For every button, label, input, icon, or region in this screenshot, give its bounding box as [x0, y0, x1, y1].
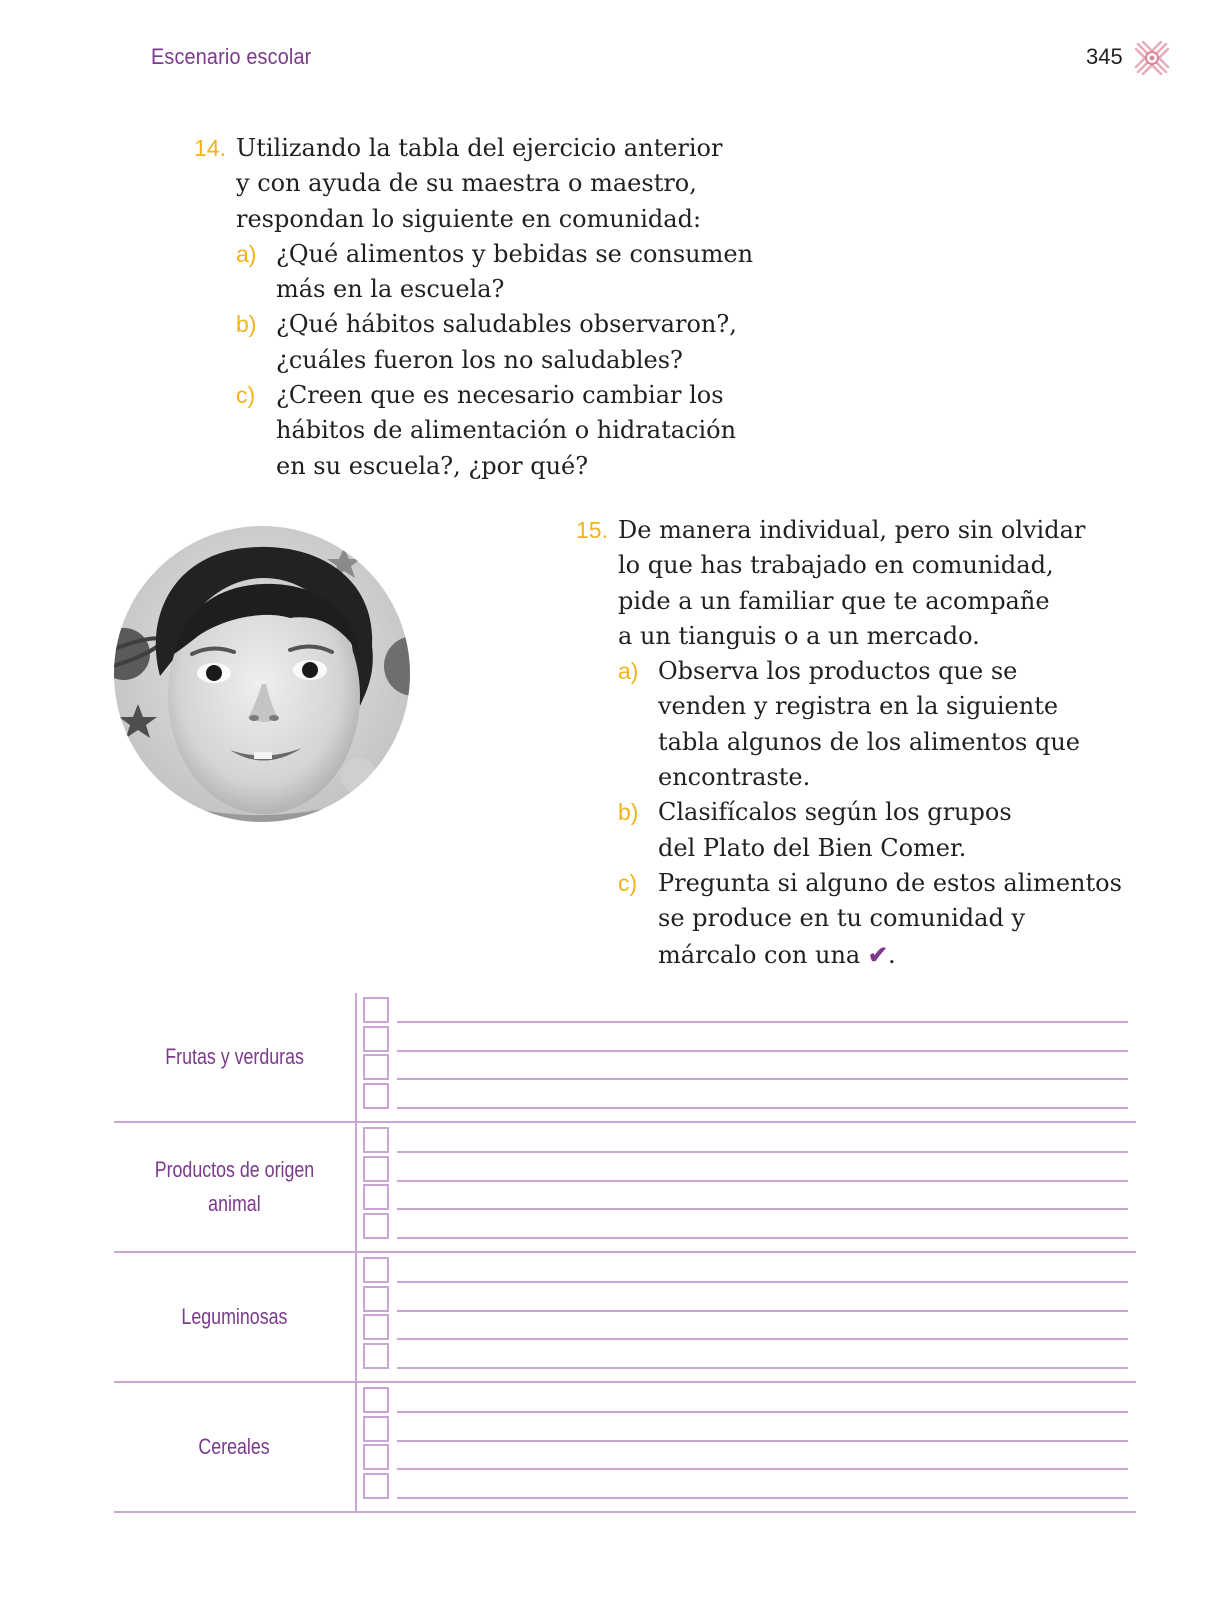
sub-instruction-text: Pregunta si alguno de estos alimentos: [658, 868, 1122, 897]
checkbox[interactable]: [363, 1343, 389, 1369]
writing-line[interactable]: [397, 1367, 1128, 1369]
sub-instruction-text: encontraste.: [658, 763, 811, 792]
table-row: [114, 1123, 1136, 1253]
checkbox[interactable]: [363, 997, 389, 1023]
sub-instruction-text: tabla algunos de los alimentos que: [658, 727, 1080, 756]
sub-question-text: en su escuela?, ¿por qué?: [276, 451, 589, 480]
writing-line[interactable]: [397, 1151, 1128, 1153]
sub-instruction-text: del Plato del Bien Comer.: [658, 833, 967, 862]
sub-question-list: [236, 237, 753, 484]
food-classification-table: [114, 993, 1136, 1513]
sub-question-text: ¿Creen que es necesario cambiar los: [276, 381, 724, 410]
exercise-text: Utilizando la tabla del ejercicio anterior: [236, 134, 723, 162]
exercise-text: De manera individual, pero sin olvidar: [618, 516, 1086, 544]
check-mark-icon: ✔: [867, 939, 888, 969]
sub-question-text: ¿cuáles fueron los no saludables?: [276, 345, 683, 374]
exercise-15: [576, 513, 1122, 973]
table-row: [114, 1253, 1136, 1383]
table-column-divider: [355, 1123, 357, 1251]
sub-question-text: más en la escuela?: [276, 275, 505, 304]
table-column-divider: [355, 1383, 357, 1511]
food-group-label-line: Frutas y verduras: [165, 1044, 304, 1069]
food-group-label-line: Cereales: [198, 1434, 271, 1459]
sub-question-letter: c): [236, 382, 256, 409]
sub-instruction-list: [618, 654, 1122, 973]
sub-instruction-text-end: márcalo con una: [658, 940, 861, 969]
sentence-period: .: [888, 940, 896, 969]
writing-line[interactable]: [397, 1208, 1128, 1210]
checkbox[interactable]: [363, 1083, 389, 1109]
checkbox[interactable]: [363, 1444, 389, 1470]
sub-instruction-letter: a): [618, 658, 639, 685]
checkbox[interactable]: [363, 1416, 389, 1442]
writing-line[interactable]: [397, 1497, 1128, 1499]
table-row: [114, 993, 1136, 1123]
writing-line[interactable]: [397, 1078, 1128, 1080]
checkbox[interactable]: [363, 1286, 389, 1312]
decorative-knot-icon: [1134, 40, 1170, 76]
sub-question-text: hábitos de alimentación o hidratación: [276, 416, 737, 445]
checkbox[interactable]: [363, 1473, 389, 1499]
checkbox[interactable]: [363, 1127, 389, 1153]
food-group-label: [114, 993, 355, 1121]
table-row: [114, 1383, 1136, 1513]
food-group-label-line: Leguminosas: [181, 1304, 288, 1329]
food-group-label: [114, 1123, 355, 1251]
sub-instruction-text: se produce en tu comunidad y: [658, 904, 1026, 933]
food-group-label-text: [195, 1430, 274, 1464]
checkbox[interactable]: [363, 1054, 389, 1080]
food-group-label: [114, 1383, 355, 1511]
table-column-divider: [355, 993, 357, 1121]
checkbox[interactable]: [363, 1184, 389, 1210]
checkbox[interactable]: [363, 1156, 389, 1182]
writing-line[interactable]: [397, 1411, 1128, 1413]
sub-instruction-text: Observa los productos que se: [658, 657, 1018, 686]
sub-question-b: [236, 307, 753, 378]
sub-instruction-letter: b): [618, 799, 639, 826]
exercise-text: respondan lo siguiente en comunidad:: [236, 204, 702, 233]
sub-instruction-letter: c): [618, 869, 638, 896]
writing-line[interactable]: [397, 1440, 1128, 1442]
checkbox[interactable]: [363, 1026, 389, 1052]
food-group-label: [114, 1253, 355, 1381]
sub-instruction-text: [658, 937, 1122, 973]
exercise-text: y con ayuda de su maestra o maestro,: [236, 169, 697, 198]
writing-line[interactable]: [397, 1310, 1128, 1312]
sub-instruction-b: [618, 795, 1122, 866]
food-group-label-line: Productos de origen: [154, 1157, 315, 1182]
sub-instruction-a: [618, 654, 1122, 795]
sub-question-letter: b): [236, 311, 257, 338]
exercise-text: lo que has trabajado en comunidad,: [618, 551, 1054, 580]
food-group-label-line: animal: [208, 1191, 261, 1216]
sub-question-c: [236, 378, 753, 484]
writing-line[interactable]: [397, 1468, 1128, 1470]
writing-line[interactable]: [397, 1050, 1128, 1052]
sub-instruction-c: [618, 866, 1122, 973]
sub-question-letter: a): [236, 240, 257, 267]
food-group-label-text: [146, 1153, 323, 1221]
sub-question-text: ¿Qué alimentos y bebidas se consumen: [276, 239, 754, 268]
exercise-number: 15.: [576, 517, 608, 543]
exercise-number: 14.: [194, 135, 226, 161]
section-title: Escenario escolar: [151, 44, 312, 69]
food-group-label-text: [157, 1040, 311, 1074]
checkbox[interactable]: [363, 1257, 389, 1283]
writing-line[interactable]: [397, 1338, 1128, 1340]
sub-question-text: ¿Qué hábitos saludables observaron?,: [276, 310, 737, 339]
child-portrait-photo: [114, 526, 410, 822]
table-column-divider: [355, 1253, 357, 1381]
writing-line[interactable]: [397, 1281, 1128, 1283]
writing-line[interactable]: [397, 1180, 1128, 1182]
page-number: 345: [1086, 44, 1123, 69]
writing-line[interactable]: [397, 1107, 1128, 1109]
writing-line[interactable]: [397, 1021, 1128, 1023]
exercise-text: pide a un familiar que te acompañe: [618, 586, 1050, 615]
checkbox[interactable]: [363, 1387, 389, 1413]
exercise-text: a un tianguis o a un mercado.: [618, 621, 980, 650]
checkbox[interactable]: [363, 1213, 389, 1239]
food-group-label-text: [176, 1300, 294, 1334]
sub-instruction-text: venden y registra en la siguiente: [658, 692, 1059, 721]
checkbox[interactable]: [363, 1314, 389, 1340]
exercise-14: [194, 131, 753, 484]
writing-line[interactable]: [397, 1237, 1128, 1239]
sub-instruction-text: Clasifícalos según los grupos: [658, 798, 1012, 827]
sub-question-a: [236, 237, 753, 308]
